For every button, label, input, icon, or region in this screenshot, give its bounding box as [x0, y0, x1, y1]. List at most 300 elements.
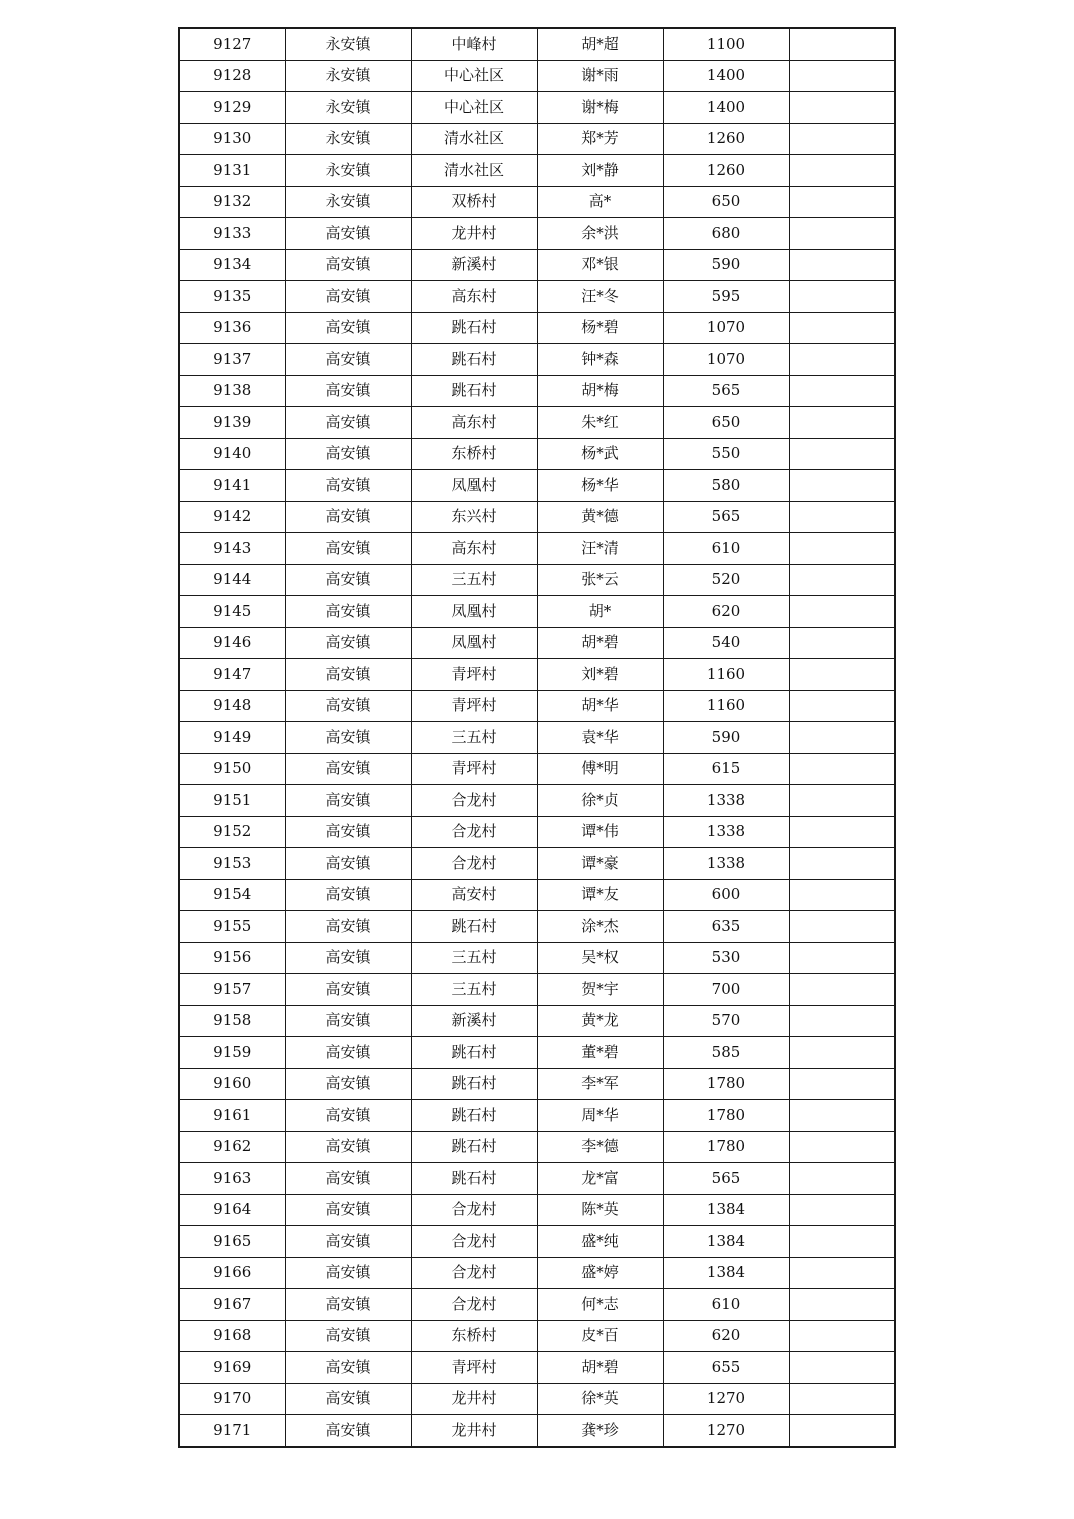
name-cell: 董*碧	[537, 1037, 663, 1069]
village-cell: 合龙村	[411, 1194, 537, 1226]
record-number-cell: 9158	[179, 1005, 285, 1037]
name-cell: 朱*红	[537, 407, 663, 439]
amount-cell: 580	[663, 470, 789, 502]
amount-cell: 1384	[663, 1226, 789, 1258]
table-row	[179, 816, 895, 848]
note-cell	[789, 753, 895, 785]
record-number-cell: 9142	[179, 501, 285, 533]
record-number-cell: 9128	[179, 60, 285, 92]
name-cell: 余*洪	[537, 218, 663, 250]
record-number-cell: 9166	[179, 1257, 285, 1289]
note-cell	[789, 1352, 895, 1384]
village-cell: 高安村	[411, 879, 537, 911]
town-cell: 高安镇	[285, 722, 411, 754]
table-row	[179, 1320, 895, 1352]
village-cell: 高东村	[411, 281, 537, 313]
amount-cell: 650	[663, 407, 789, 439]
name-cell: 吴*权	[537, 942, 663, 974]
note-cell	[789, 974, 895, 1006]
name-cell: 邓*银	[537, 249, 663, 281]
record-number-cell: 9141	[179, 470, 285, 502]
amount-cell: 610	[663, 533, 789, 565]
village-cell: 青坪村	[411, 753, 537, 785]
note-cell	[789, 186, 895, 218]
amount-cell: 550	[663, 438, 789, 470]
amount-cell: 1338	[663, 848, 789, 880]
town-cell: 永安镇	[285, 155, 411, 187]
name-cell: 高*	[537, 186, 663, 218]
name-cell: 袁*华	[537, 722, 663, 754]
table-row	[179, 974, 895, 1006]
village-cell: 跳石村	[411, 375, 537, 407]
record-number-cell: 9154	[179, 879, 285, 911]
record-number-cell: 9129	[179, 92, 285, 124]
note-cell	[789, 533, 895, 565]
name-cell: 胡*碧	[537, 1352, 663, 1384]
amount-cell: 620	[663, 1320, 789, 1352]
village-cell: 合龙村	[411, 1226, 537, 1258]
table-row	[179, 911, 895, 943]
table-row	[179, 627, 895, 659]
table-row	[179, 501, 895, 533]
town-cell: 永安镇	[285, 60, 411, 92]
note-cell	[789, 470, 895, 502]
village-cell: 三五村	[411, 564, 537, 596]
town-cell: 高安镇	[285, 1100, 411, 1132]
note-cell	[789, 1289, 895, 1321]
amount-cell: 1100	[663, 28, 789, 60]
amount-cell: 1780	[663, 1131, 789, 1163]
name-cell: 钟*森	[537, 344, 663, 376]
record-number-cell: 9138	[179, 375, 285, 407]
record-number-cell: 9156	[179, 942, 285, 974]
amount-cell: 570	[663, 1005, 789, 1037]
town-cell: 永安镇	[285, 123, 411, 155]
record-number-cell: 9167	[179, 1289, 285, 1321]
note-cell	[789, 501, 895, 533]
village-cell: 跳石村	[411, 1068, 537, 1100]
town-cell: 高安镇	[285, 1289, 411, 1321]
village-cell: 东兴村	[411, 501, 537, 533]
name-cell: 胡*	[537, 596, 663, 628]
town-cell: 高安镇	[285, 281, 411, 313]
town-cell: 高安镇	[285, 344, 411, 376]
village-cell: 新溪村	[411, 1005, 537, 1037]
amount-cell: 1780	[663, 1100, 789, 1132]
record-number-cell: 9149	[179, 722, 285, 754]
record-number-cell: 9168	[179, 1320, 285, 1352]
note-cell	[789, 375, 895, 407]
record-number-cell: 9159	[179, 1037, 285, 1069]
table-row	[179, 1005, 895, 1037]
village-cell: 双桥村	[411, 186, 537, 218]
table-row	[179, 249, 895, 281]
note-cell	[789, 1226, 895, 1258]
amount-cell: 1160	[663, 690, 789, 722]
village-cell: 青坪村	[411, 1352, 537, 1384]
amount-cell: 530	[663, 942, 789, 974]
name-cell: 徐*英	[537, 1383, 663, 1415]
table-row	[179, 1100, 895, 1132]
note-cell	[789, 659, 895, 691]
note-cell	[789, 785, 895, 817]
table-row	[179, 438, 895, 470]
name-cell: 傅*明	[537, 753, 663, 785]
amount-cell: 565	[663, 375, 789, 407]
name-cell: 杨*华	[537, 470, 663, 502]
amount-cell: 590	[663, 249, 789, 281]
village-cell: 高东村	[411, 407, 537, 439]
amount-cell: 1384	[663, 1194, 789, 1226]
record-number-cell: 9148	[179, 690, 285, 722]
name-cell: 刘*静	[537, 155, 663, 187]
note-cell	[789, 344, 895, 376]
record-number-cell: 9163	[179, 1163, 285, 1195]
name-cell: 龚*珍	[537, 1415, 663, 1447]
table-row	[179, 92, 895, 124]
note-cell	[789, 848, 895, 880]
name-cell: 杨*武	[537, 438, 663, 470]
amount-cell: 1338	[663, 785, 789, 817]
town-cell: 高安镇	[285, 974, 411, 1006]
amount-cell: 1270	[663, 1383, 789, 1415]
town-cell: 高安镇	[285, 218, 411, 250]
town-cell: 高安镇	[285, 1320, 411, 1352]
note-cell	[789, 1257, 895, 1289]
village-cell: 中心社区	[411, 92, 537, 124]
name-cell: 胡*梅	[537, 375, 663, 407]
name-cell: 皮*百	[537, 1320, 663, 1352]
table-row	[179, 281, 895, 313]
amount-cell: 610	[663, 1289, 789, 1321]
name-cell: 李*德	[537, 1131, 663, 1163]
record-number-cell: 9131	[179, 155, 285, 187]
table-row	[179, 753, 895, 785]
name-cell: 徐*贞	[537, 785, 663, 817]
amount-cell: 1260	[663, 123, 789, 155]
town-cell: 高安镇	[285, 1352, 411, 1384]
town-cell: 永安镇	[285, 28, 411, 60]
table-row	[179, 942, 895, 974]
table-row	[179, 1037, 895, 1069]
record-number-cell: 9155	[179, 911, 285, 943]
table-row	[179, 155, 895, 187]
town-cell: 永安镇	[285, 186, 411, 218]
note-cell	[789, 627, 895, 659]
table-row	[179, 722, 895, 754]
name-cell: 盛*婷	[537, 1257, 663, 1289]
name-cell: 龙*富	[537, 1163, 663, 1195]
record-number-cell: 9150	[179, 753, 285, 785]
name-cell: 胡*超	[537, 28, 663, 60]
note-cell	[789, 1131, 895, 1163]
record-number-cell: 9145	[179, 596, 285, 628]
record-number-cell: 9147	[179, 659, 285, 691]
town-cell: 高安镇	[285, 911, 411, 943]
town-cell: 高安镇	[285, 942, 411, 974]
name-cell: 谭*友	[537, 879, 663, 911]
table-row	[179, 1068, 895, 1100]
town-cell: 高安镇	[285, 1415, 411, 1447]
town-cell: 高安镇	[285, 1005, 411, 1037]
note-cell	[789, 1005, 895, 1037]
village-cell: 三五村	[411, 722, 537, 754]
village-cell: 跳石村	[411, 911, 537, 943]
record-number-cell: 9164	[179, 1194, 285, 1226]
record-number-cell: 9127	[179, 28, 285, 60]
record-number-cell: 9136	[179, 312, 285, 344]
note-cell	[789, 722, 895, 754]
note-cell	[789, 816, 895, 848]
table-row	[179, 879, 895, 911]
table-row	[179, 533, 895, 565]
amount-cell: 1260	[663, 155, 789, 187]
village-cell: 东桥村	[411, 1320, 537, 1352]
record-number-cell: 9144	[179, 564, 285, 596]
town-cell: 高安镇	[285, 1194, 411, 1226]
amount-cell: 1780	[663, 1068, 789, 1100]
record-number-cell: 9162	[179, 1131, 285, 1163]
town-cell: 高安镇	[285, 753, 411, 785]
record-number-cell: 9146	[179, 627, 285, 659]
name-cell: 汪*冬	[537, 281, 663, 313]
village-cell: 凤凰村	[411, 596, 537, 628]
name-cell: 黄*龙	[537, 1005, 663, 1037]
town-cell: 高安镇	[285, 1257, 411, 1289]
table-row	[179, 564, 895, 596]
table-row	[179, 123, 895, 155]
town-cell: 高安镇	[285, 627, 411, 659]
village-cell: 新溪村	[411, 249, 537, 281]
note-cell	[789, 1037, 895, 1069]
village-cell: 合龙村	[411, 816, 537, 848]
amount-cell: 590	[663, 722, 789, 754]
table-row	[179, 218, 895, 250]
note-cell	[789, 218, 895, 250]
record-number-cell: 9133	[179, 218, 285, 250]
record-number-cell: 9139	[179, 407, 285, 439]
note-cell	[789, 564, 895, 596]
record-number-cell: 9161	[179, 1100, 285, 1132]
table-row	[179, 1163, 895, 1195]
village-cell: 合龙村	[411, 848, 537, 880]
table-row	[179, 1131, 895, 1163]
name-cell: 贺*宇	[537, 974, 663, 1006]
town-cell: 高安镇	[285, 375, 411, 407]
village-cell: 跳石村	[411, 312, 537, 344]
town-cell: 高安镇	[285, 1163, 411, 1195]
record-number-cell: 9169	[179, 1352, 285, 1384]
amount-cell: 1160	[663, 659, 789, 691]
town-cell: 高安镇	[285, 848, 411, 880]
record-number-cell: 9134	[179, 249, 285, 281]
name-cell: 涂*杰	[537, 911, 663, 943]
record-number-cell: 9171	[179, 1415, 285, 1447]
village-cell: 跳石村	[411, 1100, 537, 1132]
note-cell	[789, 1163, 895, 1195]
record-number-cell: 9130	[179, 123, 285, 155]
table-row	[179, 596, 895, 628]
town-cell: 高安镇	[285, 816, 411, 848]
table-row	[179, 785, 895, 817]
town-cell: 高安镇	[285, 879, 411, 911]
record-number-cell: 9157	[179, 974, 285, 1006]
amount-cell: 650	[663, 186, 789, 218]
amount-cell: 1338	[663, 816, 789, 848]
amount-cell: 595	[663, 281, 789, 313]
town-cell: 高安镇	[285, 690, 411, 722]
table-row	[179, 1289, 895, 1321]
note-cell	[789, 28, 895, 60]
village-cell: 中峰村	[411, 28, 537, 60]
name-cell: 张*云	[537, 564, 663, 596]
name-cell: 汪*清	[537, 533, 663, 565]
amount-cell: 1070	[663, 344, 789, 376]
amount-cell: 565	[663, 1163, 789, 1195]
name-cell: 郑*芳	[537, 123, 663, 155]
town-cell: 高安镇	[285, 438, 411, 470]
note-cell	[789, 1415, 895, 1447]
amount-cell: 1384	[663, 1257, 789, 1289]
table-row	[179, 186, 895, 218]
table-row	[179, 407, 895, 439]
town-cell: 高安镇	[285, 501, 411, 533]
table-row	[179, 60, 895, 92]
note-cell	[789, 1383, 895, 1415]
village-cell: 青坪村	[411, 690, 537, 722]
table-row	[179, 1352, 895, 1384]
town-cell: 高安镇	[285, 1131, 411, 1163]
note-cell	[789, 281, 895, 313]
amount-cell: 615	[663, 753, 789, 785]
town-cell: 高安镇	[285, 312, 411, 344]
village-cell: 合龙村	[411, 1289, 537, 1321]
village-cell: 合龙村	[411, 1257, 537, 1289]
note-cell	[789, 1194, 895, 1226]
record-number-cell: 9135	[179, 281, 285, 313]
name-cell: 谭*伟	[537, 816, 663, 848]
note-cell	[789, 60, 895, 92]
town-cell: 高安镇	[285, 785, 411, 817]
name-cell: 李*军	[537, 1068, 663, 1100]
table-row	[179, 1194, 895, 1226]
village-cell: 跳石村	[411, 344, 537, 376]
town-cell: 高安镇	[285, 1226, 411, 1258]
town-cell: 高安镇	[285, 533, 411, 565]
town-cell: 高安镇	[285, 249, 411, 281]
town-cell: 高安镇	[285, 596, 411, 628]
record-number-cell: 9143	[179, 533, 285, 565]
note-cell	[789, 1068, 895, 1100]
table-row	[179, 344, 895, 376]
amount-cell: 520	[663, 564, 789, 596]
town-cell: 高安镇	[285, 1383, 411, 1415]
name-cell: 陈*英	[537, 1194, 663, 1226]
amount-cell: 600	[663, 879, 789, 911]
village-cell: 中心社区	[411, 60, 537, 92]
name-cell: 盛*纯	[537, 1226, 663, 1258]
town-cell: 高安镇	[285, 470, 411, 502]
record-number-cell: 9152	[179, 816, 285, 848]
table-row	[179, 1257, 895, 1289]
village-cell: 合龙村	[411, 785, 537, 817]
record-number-cell: 9140	[179, 438, 285, 470]
record-number-cell: 9153	[179, 848, 285, 880]
village-cell: 青坪村	[411, 659, 537, 691]
amount-cell: 1270	[663, 1415, 789, 1447]
note-cell	[789, 407, 895, 439]
village-cell: 三五村	[411, 974, 537, 1006]
note-cell	[789, 92, 895, 124]
town-cell: 高安镇	[285, 407, 411, 439]
record-number-cell: 9170	[179, 1383, 285, 1415]
record-number-cell: 9165	[179, 1226, 285, 1258]
amount-cell: 585	[663, 1037, 789, 1069]
name-cell: 谭*豪	[537, 848, 663, 880]
amount-cell: 565	[663, 501, 789, 533]
table-body	[179, 28, 895, 1447]
town-cell: 高安镇	[285, 1068, 411, 1100]
name-cell: 何*志	[537, 1289, 663, 1321]
note-cell	[789, 690, 895, 722]
note-cell	[789, 1320, 895, 1352]
note-cell	[789, 155, 895, 187]
note-cell	[789, 249, 895, 281]
village-cell: 跳石村	[411, 1037, 537, 1069]
village-cell: 三五村	[411, 942, 537, 974]
village-cell: 凤凰村	[411, 470, 537, 502]
village-cell: 龙井村	[411, 218, 537, 250]
table-row	[179, 690, 895, 722]
data-table	[178, 27, 896, 1448]
name-cell: 胡*碧	[537, 627, 663, 659]
note-cell	[789, 438, 895, 470]
town-cell: 永安镇	[285, 92, 411, 124]
amount-cell: 655	[663, 1352, 789, 1384]
table-row	[179, 1383, 895, 1415]
table-row	[179, 312, 895, 344]
note-cell	[789, 123, 895, 155]
table-row	[179, 848, 895, 880]
table-row	[179, 470, 895, 502]
table-row	[179, 659, 895, 691]
amount-cell: 540	[663, 627, 789, 659]
note-cell	[789, 596, 895, 628]
note-cell	[789, 942, 895, 974]
note-cell	[789, 312, 895, 344]
amount-cell: 1070	[663, 312, 789, 344]
village-cell: 龙井村	[411, 1415, 537, 1447]
table-row	[179, 28, 895, 60]
name-cell: 杨*碧	[537, 312, 663, 344]
note-cell	[789, 879, 895, 911]
name-cell: 黄*德	[537, 501, 663, 533]
record-number-cell: 9132	[179, 186, 285, 218]
village-cell: 跳石村	[411, 1163, 537, 1195]
amount-cell: 700	[663, 974, 789, 1006]
name-cell: 刘*碧	[537, 659, 663, 691]
village-cell: 清水社区	[411, 123, 537, 155]
village-cell: 高东村	[411, 533, 537, 565]
village-cell: 清水社区	[411, 155, 537, 187]
name-cell: 周*华	[537, 1100, 663, 1132]
name-cell: 谢*梅	[537, 92, 663, 124]
record-number-cell: 9151	[179, 785, 285, 817]
village-cell: 东桥村	[411, 438, 537, 470]
amount-cell: 635	[663, 911, 789, 943]
record-number-cell: 9137	[179, 344, 285, 376]
note-cell	[789, 911, 895, 943]
